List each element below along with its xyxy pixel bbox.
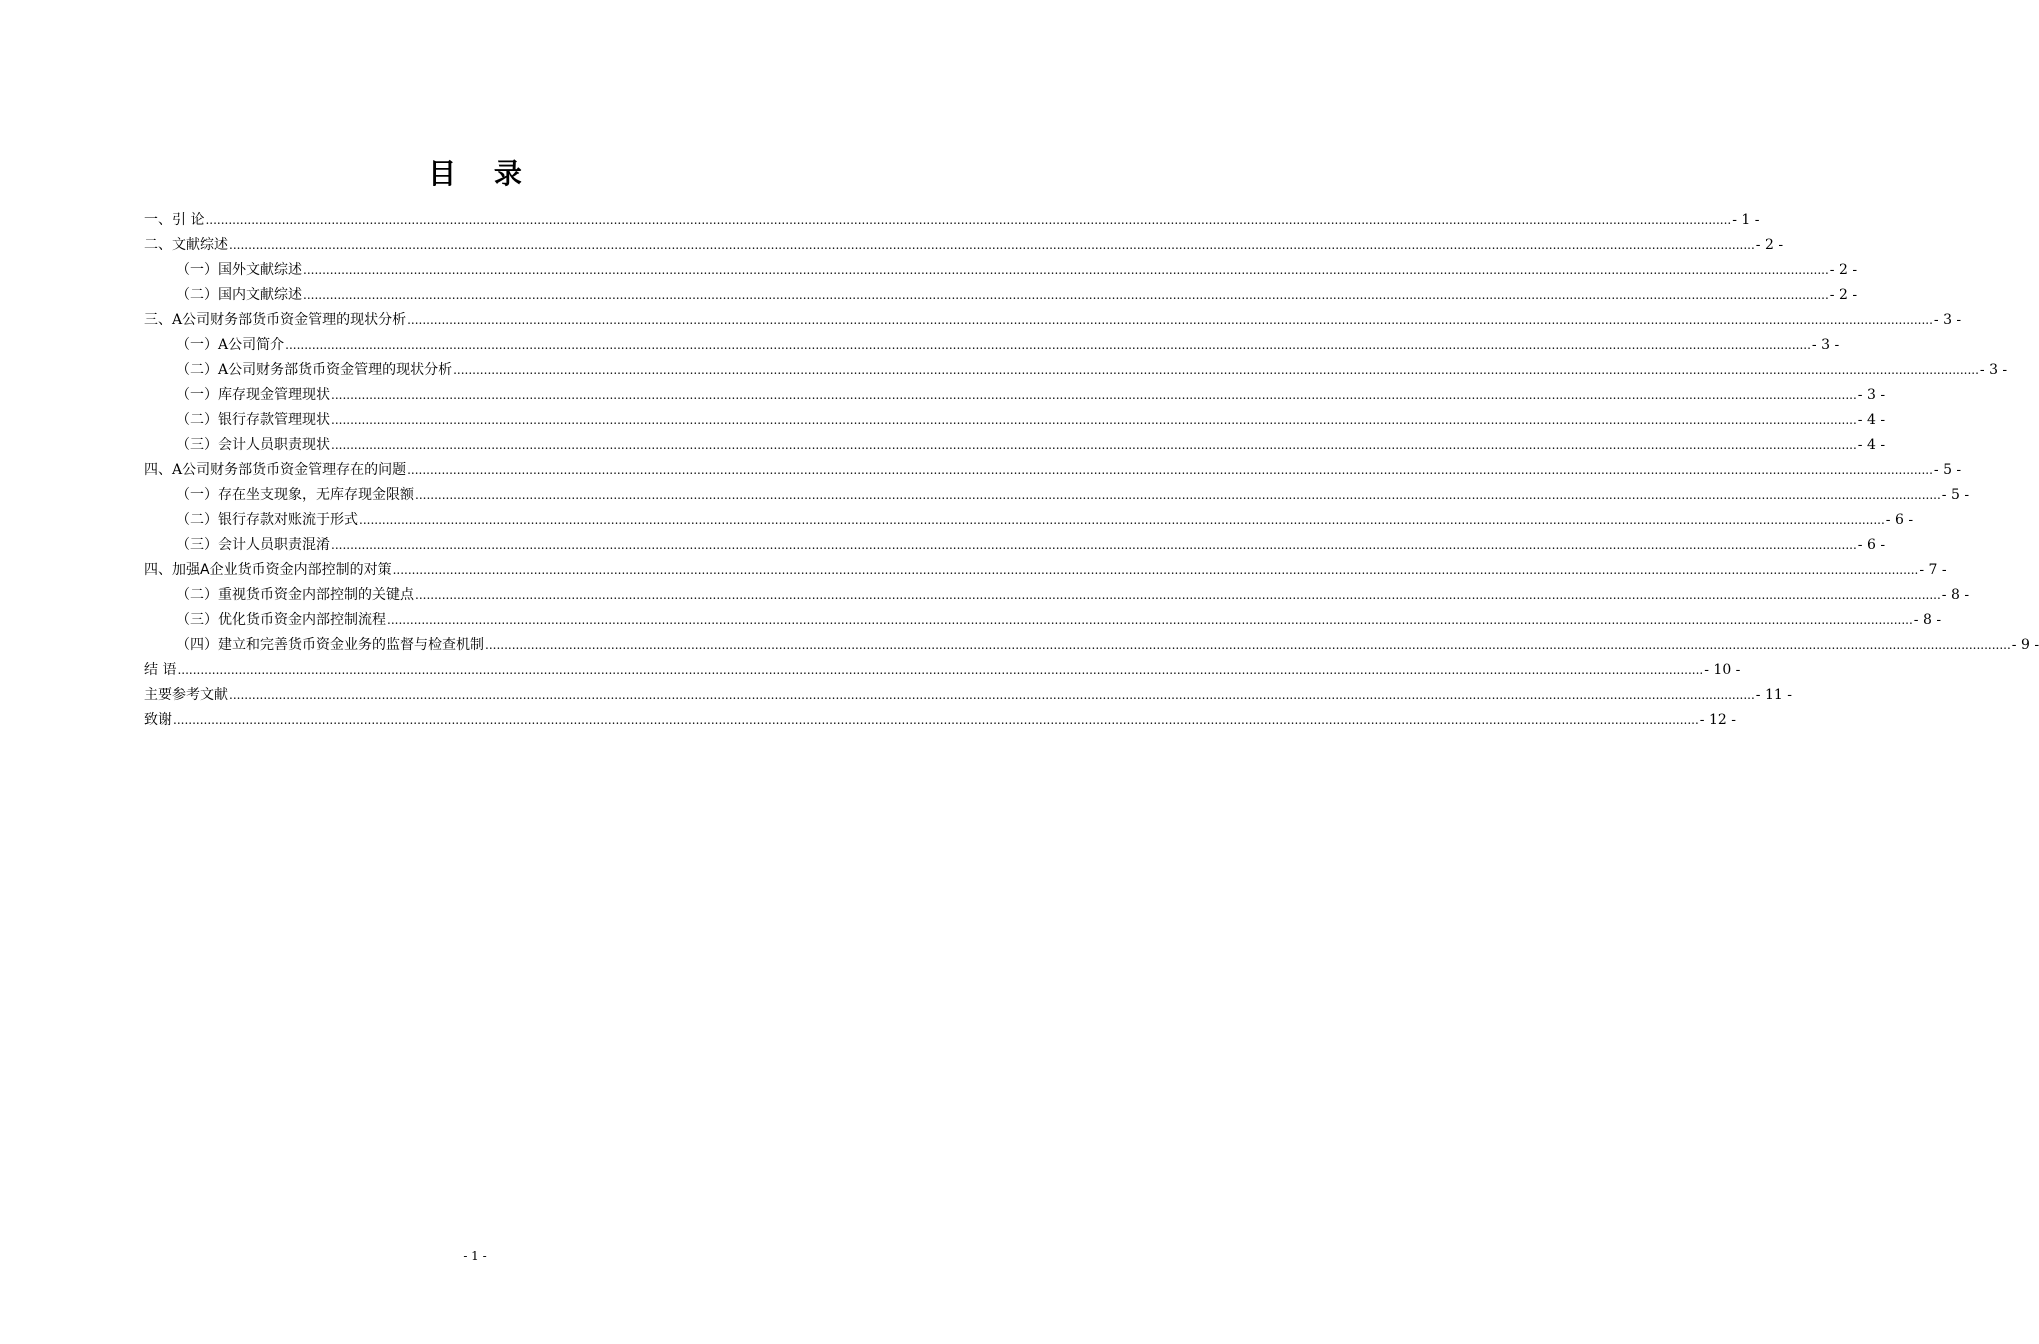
toc-leader-dots: ................................................................................................................................................................................................................................................................................................................................................................................................................ <box>229 688 1755 702</box>
toc-entry-page: - 10 - <box>1704 662 1741 678</box>
toc-entry-page: - 4 - <box>1857 412 1886 428</box>
toc-entry-page: - 7 - <box>1919 562 1947 578</box>
toc-entry-page: - 11 - <box>1755 687 1792 703</box>
toc-leader-dots: ................................................................................................................................................................................................................................................................................................................................................................................................................ <box>177 663 1704 677</box>
page-title: 目 录 <box>428 157 536 190</box>
toc-entry-label: 四、加强A企业货币资金内部控制的对策 <box>144 562 392 578</box>
toc-entry-1[interactable] <box>144 208 1760 233</box>
toc-entry-16[interactable] <box>144 583 1970 608</box>
toc-entry-label: （三）会计人员职责混淆 <box>176 537 330 553</box>
toc-entry-18[interactable] <box>144 633 2039 658</box>
toc-leader-dots: ................................................................................................................................................................................................................................................................................................................................................................................................................ <box>303 263 1829 277</box>
toc-entry-label: （三）优化货币资金内部控制流程 <box>176 612 386 628</box>
toc-leader-dots: ................................................................................................................................................................................................................................................................................................................................................................................................................ <box>407 313 1933 327</box>
toc-entry-page: - 8 - <box>1913 612 1942 628</box>
toc-entry-page: - 2 - <box>1829 287 1858 303</box>
toc-entry-15[interactable] <box>144 558 1947 583</box>
toc-entry-label: （一）存在坐支现象，无库存现金限额 <box>176 487 414 503</box>
toc-entry-13[interactable] <box>144 508 1914 533</box>
toc-entry-label: （一）A公司简介 <box>176 337 285 353</box>
toc-leader-dots: ................................................................................................................................................................................................................................................................................................................................................................................................................ <box>485 638 2011 652</box>
toc-leader-dots: ................................................................................................................................................................................................................................................................................................................................................................................................................ <box>453 363 1979 377</box>
toc-entry-label: （二）重视货币资金内部控制的关键点 <box>176 587 414 603</box>
toc-entry-page: - 5 - <box>1933 462 1962 478</box>
toc-entry-page: - 9 - <box>2011 637 2039 653</box>
toc-entry-9[interactable] <box>144 408 1886 433</box>
toc-entry-label: 四、A公司财务部货币资金管理存在的问题 <box>144 462 407 478</box>
toc-entry-page: - 3 - <box>1979 362 2008 378</box>
toc-leader-dots: ................................................................................................................................................................................................................................................................................................................................................................................................................ <box>303 288 1829 302</box>
toc-leader-dots: ................................................................................................................................................................................................................................................................................................................................................................................................................ <box>331 413 1857 427</box>
toc-entry-label: （二）银行存款对账流于形式 <box>176 512 358 528</box>
toc-entry-page: - 1 - <box>1732 212 1760 228</box>
toc-entry-8[interactable] <box>144 383 1886 408</box>
toc-entry-label: （一）国外文献综述 <box>176 262 302 278</box>
toc-entry-label: 二、文献综述 <box>144 237 228 253</box>
toc-entry-2[interactable] <box>144 233 1784 258</box>
toc-entry-page: - 3 - <box>1811 337 1840 353</box>
toc-entry-label: （二）国内文献综述 <box>176 287 302 303</box>
toc-entry-page: - 2 - <box>1755 237 1784 253</box>
toc-entry-19[interactable] <box>144 658 1741 683</box>
toc-leader-dots: ................................................................................................................................................................................................................................................................................................................................................................................................................ <box>331 438 1857 452</box>
toc-entry-page: - 12 - <box>1699 712 1736 728</box>
toc-leader-dots: ................................................................................................................................................................................................................................................................................................................................................................................................................ <box>331 388 1857 402</box>
toc-entry-page: - 3 - <box>1933 312 1962 328</box>
toc-entry-label: 三、A公司财务部货币资金管理的现状分析 <box>144 312 407 328</box>
toc-leader-dots: ................................................................................................................................................................................................................................................................................................................................................................................................................ <box>205 213 1732 227</box>
toc-leader-dots: ................................................................................................................................................................................................................................................................................................................................................................................................................ <box>331 538 1857 552</box>
toc-entry-7[interactable] <box>144 358 2008 383</box>
toc-entry-label: （一）库存现金管理现状 <box>176 387 330 403</box>
toc-entry-14[interactable] <box>144 533 1886 558</box>
toc-entry-17[interactable] <box>144 608 1942 633</box>
toc-leader-dots: ................................................................................................................................................................................................................................................................................................................................................................................................................ <box>173 713 1699 727</box>
toc-entry-page: - 2 - <box>1829 262 1858 278</box>
toc-entry-3[interactable] <box>144 258 1858 283</box>
toc-entry-page: - 4 - <box>1857 437 1886 453</box>
toc-entry-6[interactable] <box>144 333 1840 358</box>
toc-leader-dots: ................................................................................................................................................................................................................................................................................................................................................................................................................ <box>415 488 1941 502</box>
toc-leader-dots: ................................................................................................................................................................................................................................................................................................................................................................................................................ <box>387 613 1913 627</box>
toc-leader-dots: ................................................................................................................................................................................................................................................................................................................................................................................................................ <box>407 463 1933 477</box>
toc-entry-label: （四）建立和完善货币资金业务的监督与检查机制 <box>176 637 484 653</box>
toc-leader-dots: ................................................................................................................................................................................................................................................................................................................................................................................................................ <box>229 238 1755 252</box>
toc-entry-21[interactable] <box>144 708 1736 733</box>
toc-entry-10[interactable] <box>144 433 1886 458</box>
page-number: - 1 - <box>463 1249 487 1263</box>
toc-entry-label: （二）银行存款管理现状 <box>176 412 330 428</box>
toc-entry-12[interactable] <box>144 483 1970 508</box>
table-of-contents <box>144 208 2039 733</box>
toc-entry-page: - 6 - <box>1857 537 1886 553</box>
toc-leader-dots: ................................................................................................................................................................................................................................................................................................................................................................................................................ <box>285 338 1811 352</box>
toc-entry-20[interactable] <box>144 683 1792 708</box>
toc-leader-dots: ................................................................................................................................................................................................................................................................................................................................................................................................................ <box>392 563 1919 577</box>
toc-entry-label: 致谢 <box>144 712 172 728</box>
toc-entry-page: - 8 - <box>1941 587 1970 603</box>
toc-entry-label: 结 语 <box>144 662 177 678</box>
toc-leader-dots: ................................................................................................................................................................................................................................................................................................................................................................................................................ <box>415 588 1941 602</box>
toc-entry-page: - 6 - <box>1885 512 1914 528</box>
toc-entry-label: （三）会计人员职责现状 <box>176 437 330 453</box>
toc-entry-label: （二）A公司财务部货币资金管理的现状分析 <box>176 362 453 378</box>
toc-leader-dots: ................................................................................................................................................................................................................................................................................................................................................................................................................ <box>359 513 1885 527</box>
toc-entry-4[interactable] <box>144 283 1858 308</box>
toc-entry-label: 一、引 论 <box>144 212 205 228</box>
toc-entry-5[interactable] <box>144 308 1962 333</box>
toc-entry-page: - 3 - <box>1857 387 1886 403</box>
toc-entry-11[interactable] <box>144 458 1962 483</box>
toc-entry-label: 主要参考文献 <box>144 687 228 703</box>
toc-entry-page: - 5 - <box>1941 487 1970 503</box>
